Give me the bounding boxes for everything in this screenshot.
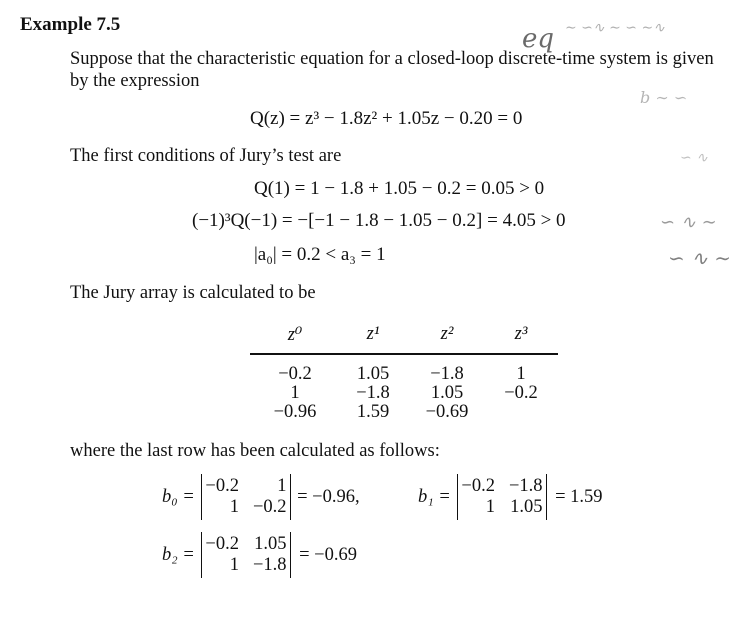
jury-header-row: [250, 324, 558, 352]
cell: 1.05: [356, 364, 390, 384]
handwritten-scribble-right3: ∽ ∿ ∼: [660, 212, 717, 233]
condition-3: |a₀| = 0.2 < a₃ = 1: [254, 244, 386, 265]
matrix-entry: −0.2: [461, 476, 495, 496]
table-row: [250, 383, 558, 402]
b1-determinant: [418, 474, 603, 520]
header-z0: z⁰: [287, 325, 303, 345]
b0-determinant: [162, 474, 360, 520]
handwritten-scribble-right1: b ∼ ∽: [640, 88, 688, 107]
b0-matrix: [202, 476, 289, 518]
cell: 1.59: [356, 402, 390, 422]
b0-label: b₀ =: [162, 486, 195, 507]
det-bar-right: [546, 474, 548, 520]
table-row: [250, 402, 558, 421]
handwritten-note-top: eq: [522, 24, 555, 54]
handwritten-scribble-right4: ∽ ∿ ∼: [668, 246, 731, 270]
intro-line-2: by the expression: [70, 71, 200, 91]
matrix-entry: 1: [229, 497, 239, 517]
cell: 1.05: [430, 383, 464, 403]
condition-2: (−1)³Q(−1) = −[−1 − 1.8 − 1.05 − 0.2] = 4.05 > 0: [192, 210, 566, 231]
cell: −0.69: [425, 402, 469, 422]
last-row-note: where the last row has been calculated as follows:: [70, 441, 440, 461]
conditions-intro: The first conditions of Jury’s test are: [70, 146, 342, 166]
cell: −0.2: [278, 364, 312, 384]
header-z2: z²: [440, 324, 454, 344]
condition-1: Q(1) = 1 − 1.8 + 1.05 − 0.2 = 0.05 > 0: [254, 178, 545, 199]
b2-matrix: [202, 534, 289, 576]
cell: −0.2: [504, 383, 538, 403]
cell: −1.8: [356, 383, 390, 403]
b2-label: b₂ =: [162, 544, 195, 565]
cell: 1: [516, 364, 526, 384]
det-bar-right: [290, 474, 292, 520]
b1-matrix: [458, 476, 545, 518]
cell: −1.8: [430, 364, 464, 384]
b2-result: = −0.69: [299, 544, 357, 565]
table-rule: [250, 353, 558, 355]
matrix-entry: 1.05: [510, 497, 543, 517]
matrix-entry: 1: [229, 555, 239, 575]
matrix-entry: 1: [277, 476, 287, 496]
handwritten-scribble-right2: ∽ ∿: [680, 150, 708, 166]
matrix-entry: −0.2: [252, 497, 287, 517]
b1-result: = 1.59: [555, 486, 603, 507]
array-intro: The Jury array is calculated to be: [70, 283, 316, 303]
matrix-entry: −0.2: [205, 534, 239, 554]
characteristic-equation: Q(z) = z³ − 1.8z² + 1.05z − 0.20 = 0: [250, 108, 523, 129]
det-bar-right: [290, 532, 292, 578]
jury-array-table: [250, 324, 558, 421]
example-heading: Example 7.5: [20, 14, 121, 35]
intro-line-1: Suppose that the characteristic equation for a closed-loop discrete-time system is given: [70, 49, 714, 69]
b0-result: = −0.96,: [297, 486, 360, 507]
table-row: [250, 364, 558, 383]
b1-label: b₁ =: [418, 486, 451, 507]
matrix-entry: −0.2: [205, 476, 239, 496]
handwritten-scribble-top: ∼ ∽∿ ∼ ∽ ∼∿: [565, 20, 665, 36]
header-z1: z¹: [366, 324, 380, 344]
matrix-entry: −1.8: [252, 555, 287, 575]
matrix-entry: 1: [485, 497, 495, 517]
cell: 1: [290, 383, 300, 403]
header-z3: z³: [514, 324, 528, 344]
b2-determinant: [162, 532, 357, 578]
matrix-entry: 1.05: [254, 534, 287, 554]
cell: −0.96: [273, 402, 317, 422]
matrix-entry: −1.8: [508, 476, 543, 496]
